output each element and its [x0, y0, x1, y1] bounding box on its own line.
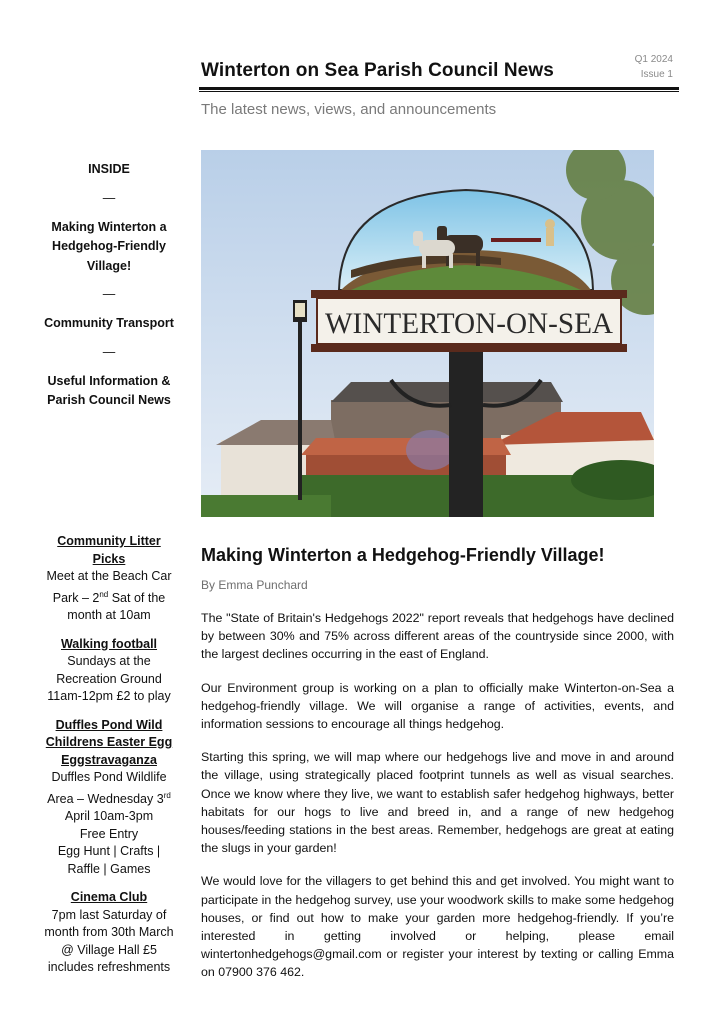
article-paragraph: We would love for the villagers to get behind this and get involved. You might want to participate in the hedgehog survey, use your woodwork skills to make some hedgehog houses, or find out how to make your garden more hedgehog-friendly. If you’re interested in getting involved or helping, please email wintertonhedgehogs@gmail.com or register your interest by texting or calling Emma on 07900 376 462. — [201, 874, 674, 980]
event-details: 7pm last Saturday of month from 30th March @ Village Hall £5 includes refreshments — [44, 907, 174, 975]
issue-quarter: Q1 2024 — [634, 54, 673, 65]
event-heading: Cinema Club — [70, 890, 148, 905]
event-details: Sundays at the Recreation Ground 11am-12pm £2 to play — [47, 654, 171, 704]
separator: — — [102, 287, 116, 301]
article-paragraph: Our Environment group is working on a plan to officially make Winterton-on-Sea a hedgehog-friendly village. We will organise a range of activities, events, and information sessions to encourage all things hedgehog. — [201, 680, 674, 732]
sign-text: WINTERTON-ON-SEA — [325, 307, 614, 340]
event-item — [44, 889, 174, 977]
inside-heading: INSIDE — [88, 162, 130, 176]
event-details: Meet at the Beach Car Park – 2nd Sat of the month at 10am — [46, 569, 172, 623]
issue-info — [635, 52, 673, 82]
tagline: The latest news, views, and announcements — [201, 101, 497, 118]
event-heading: Community Litter Picks — [57, 534, 161, 566]
issue-number: Issue 1 — [640, 69, 673, 80]
event-details: Egg Hunt | Crafts | Raffle | Games — [57, 844, 161, 876]
events-list — [44, 533, 174, 988]
contents-item: Making Winterton a Hedgehog-Friendly Village! — [51, 219, 167, 273]
newsletter-title: Winterton on Sea Parish Council News — [201, 60, 554, 81]
event-heading: Duffles Pond Wild Childrens Easter Egg Eggstravaganza — [45, 717, 173, 767]
header-rule — [199, 87, 679, 90]
contents-item: Useful Information & Parish Council News — [47, 373, 171, 407]
article-paragraph: Starting this spring, we will map where our hedgehogs live and move in and around the village, using strategically placed footprint tunnels as well as visual searches. Once we know where they live, we want to establish safer hedgehog highways, better habitats for our hogs to live and breed in, and a range of new hedgehog houses/feeding stations in the best areas. Remember, hedgehogs are great at eating the slugs in your garden! — [201, 750, 674, 856]
header-rule-thin — [199, 91, 679, 92]
event-item — [44, 636, 174, 706]
contents-item: Community Transport — [44, 316, 174, 330]
event-details: Duffles Pond Wildlife Area – Wednesday 3rd April 10am-3pm — [47, 770, 171, 824]
separator: — — [102, 190, 116, 205]
event-item — [44, 533, 174, 625]
inside-contents — [44, 160, 174, 419]
event-item — [44, 717, 174, 879]
village-sign-photo — [201, 150, 654, 517]
article-byline: By Emma Punchard — [201, 578, 308, 592]
article-title: Making Winterton a Hedgehog-Friendly Village! — [201, 545, 605, 565]
village-sign-illustration — [201, 150, 654, 517]
event-details: Free Entry — [79, 826, 139, 841]
separator: — — [102, 344, 116, 359]
article-body — [201, 609, 674, 997]
article-paragraph: The "State of Britain's Hedgehogs 2022" report reveals that hedgehogs have declined by between 30% and 75% across different areas of the countryside since 2000, with the largest declines occurring in the east of England. — [201, 611, 674, 662]
event-heading: Walking football — [60, 636, 158, 651]
